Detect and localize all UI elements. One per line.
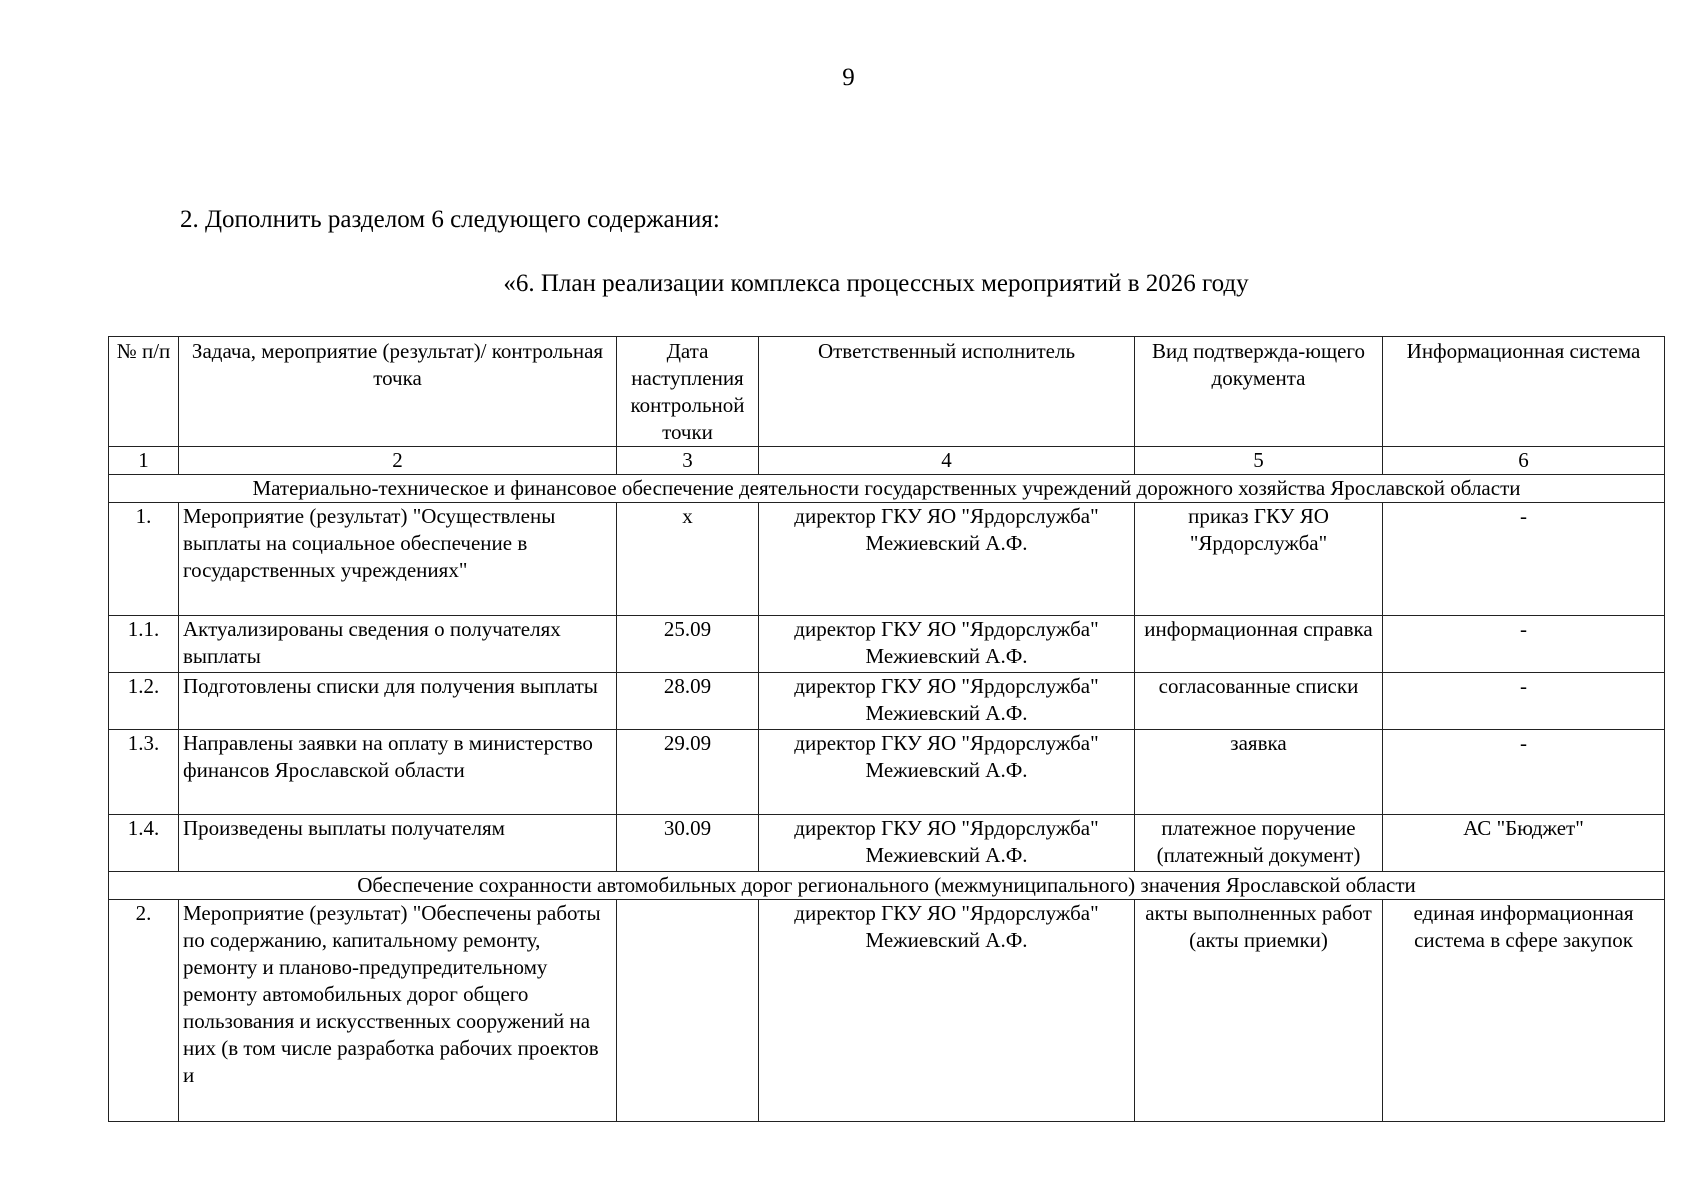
row-number: 1.: [109, 503, 179, 616]
row-executor: директор ГКУ ЯО "Ярдорслужба" Межиевский А.Ф.: [759, 503, 1135, 616]
row-system: -: [1383, 673, 1665, 730]
row-date: x: [617, 503, 759, 616]
row-executor: директор ГКУ ЯО "Ярдорслужба" Межиевский А.Ф.: [759, 616, 1135, 673]
header-system: Информационная система: [1383, 337, 1665, 447]
table-row: [109, 900, 1665, 1122]
row-date: 29.09: [617, 730, 759, 815]
column-number: 2: [179, 447, 617, 475]
table-row: [109, 616, 1665, 673]
row-task: Направлены заявки на оплату в министерство финансов Ярославской области: [179, 730, 617, 815]
header-number: № п/п: [109, 337, 179, 447]
row-number: 1.2.: [109, 673, 179, 730]
row-system: -: [1383, 730, 1665, 815]
row-system: -: [1383, 616, 1665, 673]
section-row: [109, 872, 1665, 900]
section-heading: Обеспечение сохранности автомобильных дорог регионального (межмуниципального) значения Ярославской области: [109, 872, 1665, 900]
row-date: 30.09: [617, 815, 759, 872]
row-number: 1.1.: [109, 616, 179, 673]
column-number-row: [109, 447, 1665, 475]
section-title: «6. План реализации комплекса процессных мероприятий в 2026 году: [503, 270, 1249, 297]
row-task: Мероприятие (результат) "Обеспечены работы по содержанию, капитальному ремонту, ремонту и планово-предупредительному ремонту автомобильных дорог общего пользования и искусственных сооружений на них (в том числе разработка рабочих проектов и: [179, 900, 617, 1122]
row-document: заявка: [1135, 730, 1383, 815]
row-task: Произведены выплаты получателям: [179, 815, 617, 872]
table-row: [109, 730, 1665, 815]
table-row: [109, 503, 1665, 616]
row-executor: директор ГКУ ЯО "Ярдорслужба" Межиевский А.Ф.: [759, 673, 1135, 730]
row-number: 1.3.: [109, 730, 179, 815]
row-document: согласованные списки: [1135, 673, 1383, 730]
row-document: информационная справка: [1135, 616, 1383, 673]
table-row: [109, 815, 1665, 872]
header-task: Задача, мероприятие (результат)/ контрольная точка: [179, 337, 617, 447]
column-number: 6: [1383, 447, 1665, 475]
section-row: [109, 475, 1665, 503]
row-task: Подготовлены списки для получения выплаты: [179, 673, 617, 730]
row-document: приказ ГКУ ЯО "Ярдорслужба": [1135, 503, 1383, 616]
header-executor: Ответственный исполнитель: [759, 337, 1135, 447]
column-number: 5: [1135, 447, 1383, 475]
row-system: единая информационная система в сфере закупок: [1383, 900, 1665, 1122]
row-date: 25.09: [617, 616, 759, 673]
row-system: АС "Бюджет": [1383, 815, 1665, 872]
header-document: Вид подтвержда-ющего документа: [1135, 337, 1383, 447]
header-row: [109, 337, 1665, 447]
row-document: платежное поручение (платежный документ): [1135, 815, 1383, 872]
table-row: [109, 673, 1665, 730]
header-date: Дата наступления контрольной точки: [617, 337, 759, 447]
row-number: 2.: [109, 900, 179, 1122]
column-number: 3: [617, 447, 759, 475]
row-task: Актуализированы сведения о получателях выплаты: [179, 616, 617, 673]
row-task: Мероприятие (результат) "Осуществлены выплаты на социальное обеспечение в государственных учреждениях": [179, 503, 617, 616]
column-number: 4: [759, 447, 1135, 475]
row-date: 28.09: [617, 673, 759, 730]
row-system: -: [1383, 503, 1665, 616]
row-date: [617, 900, 759, 1122]
row-number: 1.4.: [109, 815, 179, 872]
intro-paragraph: 2. Дополнить разделом 6 следующего содержания:: [180, 206, 720, 233]
page-number: 9: [842, 64, 855, 91]
row-document: акты выполненных работ (акты приемки): [1135, 900, 1383, 1122]
section-heading: Материально-техническое и финансовое обеспечение деятельности государственных учреждений дорожного хозяйства Ярославской области: [109, 475, 1665, 503]
row-executor: директор ГКУ ЯО "Ярдорслужба" Межиевский А.Ф.: [759, 900, 1135, 1122]
row-executor: директор ГКУ ЯО "Ярдорслужба" Межиевский А.Ф.: [759, 730, 1135, 815]
row-executor: директор ГКУ ЯО "Ярдорслужба" Межиевский А.Ф.: [759, 815, 1135, 872]
plan-table: [108, 336, 1665, 1122]
column-number: 1: [109, 447, 179, 475]
